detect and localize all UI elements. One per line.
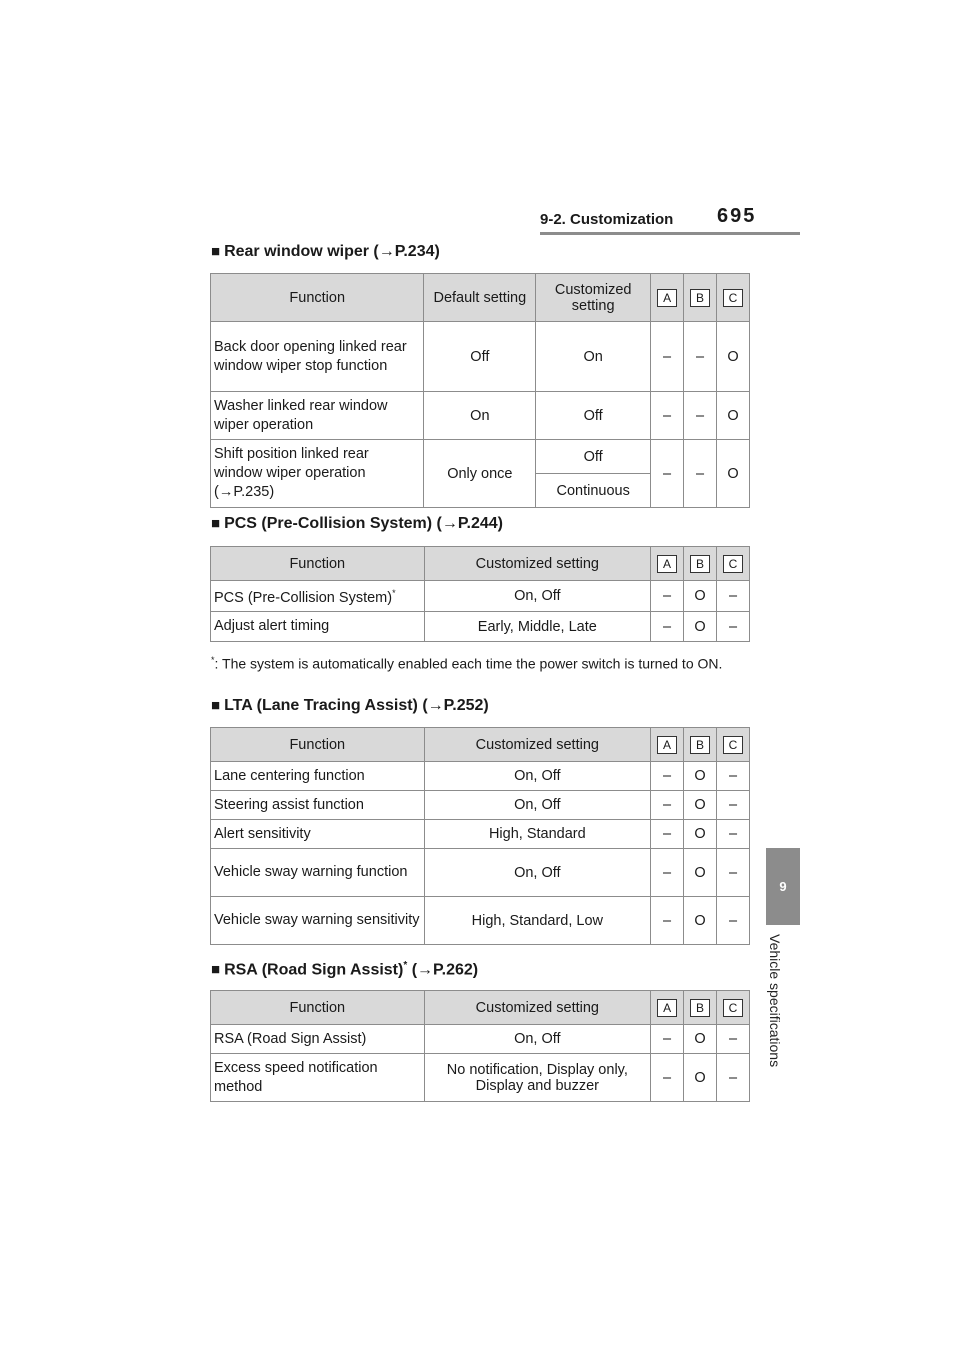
table-row: Alert sensitivity High, Standard – O – [211, 820, 750, 849]
header-divider [540, 232, 800, 235]
table-row: Excess speed notification method No notification, Display only, Display and buzzer – O – [211, 1054, 750, 1102]
column-header: Customized setting [536, 274, 651, 322]
footnote: *: The system is automatically enabled each time the power switch is turned to ON. [211, 655, 723, 672]
table-row: Back door opening linked rear window wiper stop function Off On – – O [211, 322, 750, 392]
right-arrow-icon: → [441, 515, 458, 532]
page-ref-link[interactable]: P.234 [394, 243, 435, 260]
table-row: Vehicle sway warning function On, Off – O – [211, 849, 750, 897]
table-row: RSA (Road Sign Assist) On, Off – O – [211, 1025, 750, 1054]
section-heading: 9-2. Customization [540, 211, 674, 228]
table-header-row: Function Customized setting A B C [211, 547, 750, 581]
table-row: Vehicle sway warning sensitivity High, Standard, Low – O – [211, 897, 750, 945]
table-header-row [211, 274, 750, 322]
black-square-icon: ■ [211, 243, 221, 260]
table-row: Shift position linked rear window wiper operation (→P.235) Only once Off – – O [211, 440, 750, 474]
chapter-tab[interactable] [766, 848, 800, 925]
lta-table [210, 727, 750, 945]
chapter-label: Vehicle specifications [767, 934, 783, 1068]
black-square-icon: ■ [211, 515, 221, 532]
table-row: PCS (Pre-Collision System)* On, Off – O – [211, 581, 750, 612]
table-row: Adjust alert timing Early, Middle, Late – O – [211, 612, 750, 642]
section-title-rear-wiper: ■ Rear window wiper (→P.234) [211, 243, 440, 260]
column-header: Function [211, 274, 424, 322]
right-arrow-icon: → [427, 697, 444, 714]
page-header [540, 205, 800, 235]
column-header-a: A [651, 274, 684, 322]
page-ref-link[interactable]: P.252 [443, 697, 484, 714]
table-header-row: Function Customized setting A B C [211, 991, 750, 1025]
rear-wiper-table [210, 273, 750, 508]
page-ref-link[interactable]: P.244 [457, 515, 498, 532]
column-header-b: B [684, 274, 717, 322]
table-row: Washer linked rear window wiper operation On Off – – O [211, 392, 750, 440]
right-arrow-icon: → [378, 243, 395, 260]
chapter-number: 9 [779, 879, 787, 894]
pcs-table [210, 546, 750, 642]
column-header-c: C [717, 274, 750, 322]
column-header: Default setting [424, 274, 536, 322]
section-title-lta: ■ LTA (Lane Tracing Assist) (→P.252) [211, 697, 489, 714]
page-ref-link[interactable]: P.262 [433, 961, 473, 979]
table-row: Steering assist function On, Off – O – [211, 791, 750, 820]
rsa-table [210, 990, 750, 1102]
table-header-row: Function Customized setting A B C [211, 728, 750, 762]
page-ref-link[interactable]: P.235 [233, 484, 270, 500]
black-square-icon: ■ [211, 697, 221, 714]
right-arrow-icon: → [417, 961, 434, 979]
page-number: 695 [717, 205, 757, 227]
section-title-pcs: ■ PCS (Pre-Collision System) (→P.244) [211, 515, 503, 532]
section-title-rsa: ■ RSA (Road Sign Assist)* (→P.262) [211, 960, 479, 979]
table-row: Continuous [211, 474, 750, 508]
table-row: Lane centering function On, Off – O – [211, 762, 750, 791]
right-arrow-icon: → [218, 484, 234, 500]
black-square-icon: ■ [211, 961, 221, 979]
